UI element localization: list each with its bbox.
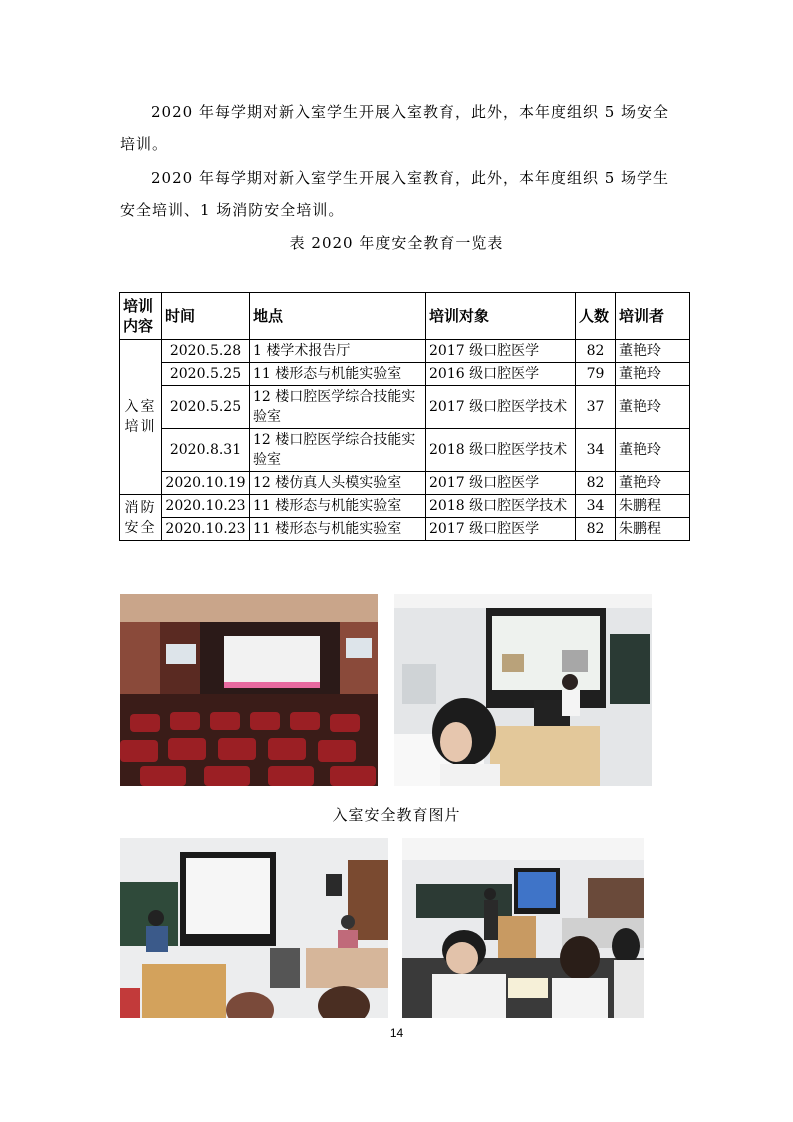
- cell-trainer: 董艳玲: [616, 429, 690, 472]
- cell-audience: 2018 级口腔医学技术: [426, 429, 576, 472]
- cell-time: 2020.10.23: [162, 518, 250, 541]
- cell-audience: 2016 级口腔医学: [426, 363, 576, 386]
- cell-time: 2020.5.25: [162, 386, 250, 429]
- cell-time: 2020.10.19: [162, 472, 250, 495]
- cell-audience: 2018 级口腔医学技术: [426, 495, 576, 518]
- cell-time: 2020.5.25: [162, 363, 250, 386]
- photo-fire-safety-training: [402, 838, 644, 1018]
- cell-count: 82: [576, 340, 616, 363]
- cell-trainer: 董艳玲: [616, 340, 690, 363]
- paragraph-1: 2020 年每学期对新入室学生开展入室教育，此外，本年度组织 5 场安全培训。: [120, 103, 670, 153]
- header-count: 人数: [576, 293, 616, 340]
- table-header-row: [120, 293, 690, 340]
- cell-location: 12 楼口腔医学综合技能实验室: [250, 386, 426, 429]
- cell-audience: 2017 级口腔医学技术: [426, 386, 576, 429]
- cell-location: 12 楼口腔医学综合技能实验室: [250, 429, 426, 472]
- table-row: [120, 386, 690, 429]
- header-trainer: 培训者: [616, 293, 690, 340]
- cell-audience: 2017 级口腔医学: [426, 340, 576, 363]
- paragraph-2: 2020 年每学期对新入室学生开展入室教育，此外，本年度组织 5 场学生安全培训、1 场消防安全培训。: [120, 169, 670, 219]
- cell-count: 34: [576, 429, 616, 472]
- table-caption: 表 2020 年度安全教育一览表: [289, 234, 504, 252]
- header-audience: 培训对象: [426, 293, 576, 340]
- group-cell: 入室培训: [120, 340, 162, 495]
- table-row: [120, 429, 690, 472]
- header-content: 培训内容: [120, 293, 162, 340]
- table-row: [120, 363, 690, 386]
- cell-count: 82: [576, 518, 616, 541]
- photo-lab-training: [394, 594, 652, 786]
- photo-classroom-lecture: [120, 838, 388, 1018]
- cell-trainer: 董艳玲: [616, 363, 690, 386]
- cell-time: 2020.5.28: [162, 340, 250, 363]
- photo-caption: 入室安全教育图片: [332, 806, 461, 824]
- table-row: [120, 495, 690, 518]
- cell-count: 37: [576, 386, 616, 429]
- cell-audience: 2017 级口腔医学: [426, 472, 576, 495]
- table-row: [120, 472, 690, 495]
- header-location: 地点: [250, 293, 426, 340]
- cell-time: 2020.10.23: [162, 495, 250, 518]
- cell-audience: 2017 级口腔医学: [426, 518, 576, 541]
- cell-time: 2020.8.31: [162, 429, 250, 472]
- table-row: [120, 518, 690, 541]
- cell-location: 11 楼形态与机能实验室: [250, 495, 426, 518]
- page-number: 14: [389, 1026, 404, 1040]
- cell-count: 82: [576, 472, 616, 495]
- cell-trainer: 董艳玲: [616, 386, 690, 429]
- cell-location: 12 楼仿真人头模实验室: [250, 472, 426, 495]
- photo-lecture-hall: [120, 594, 378, 786]
- cell-trainer: 朱鹏程: [616, 518, 690, 541]
- cell-trainer: 董艳玲: [616, 472, 690, 495]
- group-cell: 消防安全: [120, 495, 162, 541]
- cell-location: 11 楼形态与机能实验室: [250, 518, 426, 541]
- cell-location: 1 楼学术报告厅: [250, 340, 426, 363]
- cell-count: 79: [576, 363, 616, 386]
- cell-location: 11 楼形态与机能实验室: [250, 363, 426, 386]
- safety-education-table: [119, 292, 690, 541]
- cell-count: 34: [576, 495, 616, 518]
- cell-trainer: 朱鹏程: [616, 495, 690, 518]
- table-row: [120, 340, 690, 363]
- header-time: 时间: [162, 293, 250, 340]
